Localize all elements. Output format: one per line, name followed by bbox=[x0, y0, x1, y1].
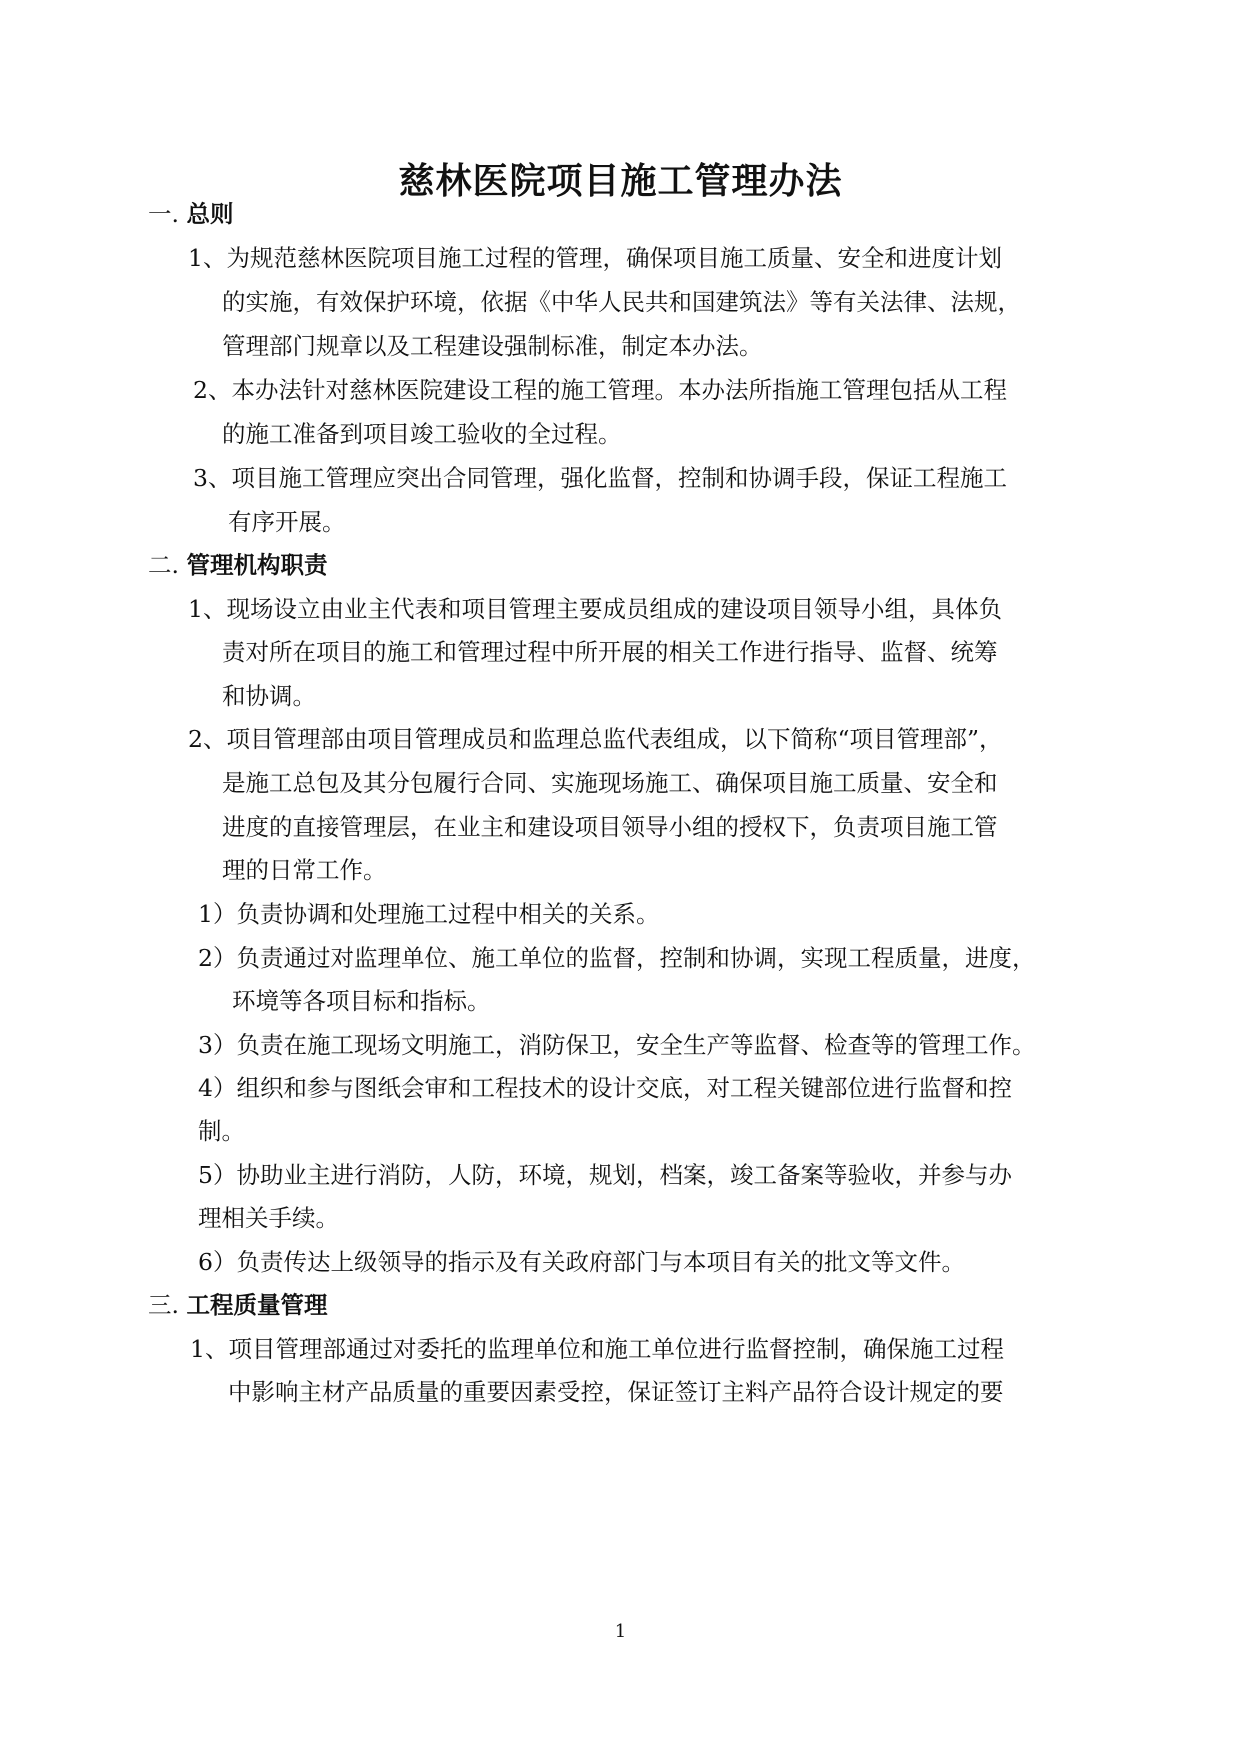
section-heading-2 bbox=[148, 549, 327, 581]
section-number: 三. bbox=[148, 1291, 179, 1319]
paragraph-line: 有序开展。 bbox=[228, 508, 346, 536]
document-title: 慈林医院项目施工管理办法 bbox=[398, 161, 843, 202]
paragraph-line: 进度的直接管理层，在业主和建设项目领导小组的授权下，负责项目施工管 bbox=[222, 813, 998, 841]
paragraph-line: 中影响主材产品质量的重要因素受控，保证签订主料产品符合设计规定的要 bbox=[228, 1378, 1004, 1406]
paragraph-line: 管理部门规章以及工程建设强制标准，制定本办法。 bbox=[222, 332, 763, 360]
paragraph-line: 制。 bbox=[198, 1117, 245, 1145]
section-title: 管理机构职责 bbox=[186, 551, 328, 579]
paragraph-line: 1、项目管理部通过对委托的监理单位和施工单位进行监督控制，确保施工过程 bbox=[190, 1335, 1004, 1363]
section-heading-1 bbox=[148, 198, 233, 230]
paragraph-line: 责对所在项目的施工和管理过程中所开展的相关工作进行指导、监督、统筹 bbox=[222, 638, 998, 666]
paragraph-line: 理相关手续。 bbox=[198, 1204, 339, 1232]
paragraph-line: 1、为规范慈林医院项目施工过程的管理，确保项目施工质量、安全和进度计划 bbox=[188, 244, 1002, 272]
section-title: 总则 bbox=[186, 200, 234, 228]
paragraph-line: 2、本办法针对慈林医院建设工程的施工管理。本办法所指施工管理包括从工程 bbox=[193, 376, 1007, 404]
paragraph-line: 1、现场设立由业主代表和项目管理主要成员组成的建设项目领导小组，具体负 bbox=[188, 595, 1002, 623]
paragraph-line: 的实施，有效保护环境，依据《中华人民共和国建筑法》等有关法律、法规， bbox=[222, 288, 1021, 316]
paragraph-line: 2）负责通过对监理单位、施工单位的监督，控制和协调，实现工程质量，进度， bbox=[198, 944, 1036, 972]
section-heading-3 bbox=[148, 1289, 327, 1321]
section-number: 二. bbox=[148, 551, 179, 579]
paragraph-line: 环境等各项目标和指标。 bbox=[232, 987, 491, 1015]
paragraph-line: 3）负责在施工现场文明施工，消防保卫，安全生产等监督、检查等的管理工作。 bbox=[198, 1031, 1036, 1059]
paragraph-line: 的施工准备到项目竣工验收的全过程。 bbox=[222, 420, 622, 448]
section-number: 一. bbox=[148, 200, 179, 228]
page-number: 1 bbox=[614, 1621, 627, 1642]
paragraph-line: 4）组织和参与图纸会审和工程技术的设计交底，对工程关键部位进行监督和控 bbox=[198, 1074, 1012, 1102]
paragraph-line: 5）协助业主进行消防，人防，环境，规划，档案，竣工备案等验收，并参与办 bbox=[198, 1161, 1012, 1189]
paragraph-line: 3、项目施工管理应突出合同管理，强化监督，控制和协调手段，保证工程施工 bbox=[193, 464, 1007, 492]
paragraph-line: 1）负责协调和处理施工过程中相关的关系。 bbox=[198, 900, 660, 928]
paragraph-line: 是施工总包及其分包履行合同、实施现场施工、确保项目施工质量、安全和 bbox=[222, 769, 998, 797]
paragraph-line: 和协调。 bbox=[222, 682, 316, 710]
section-title: 工程质量管理 bbox=[186, 1291, 328, 1319]
paragraph-line: 理的日常工作。 bbox=[222, 856, 387, 884]
paragraph-line: 2、项目管理部由项目管理成员和监理总监代表组成，以下简称“项目管理部”， bbox=[188, 725, 1003, 753]
paragraph-line: 6）负责传达上级领导的指示及有关政府部门与本项目有关的批文等文件。 bbox=[198, 1248, 965, 1276]
